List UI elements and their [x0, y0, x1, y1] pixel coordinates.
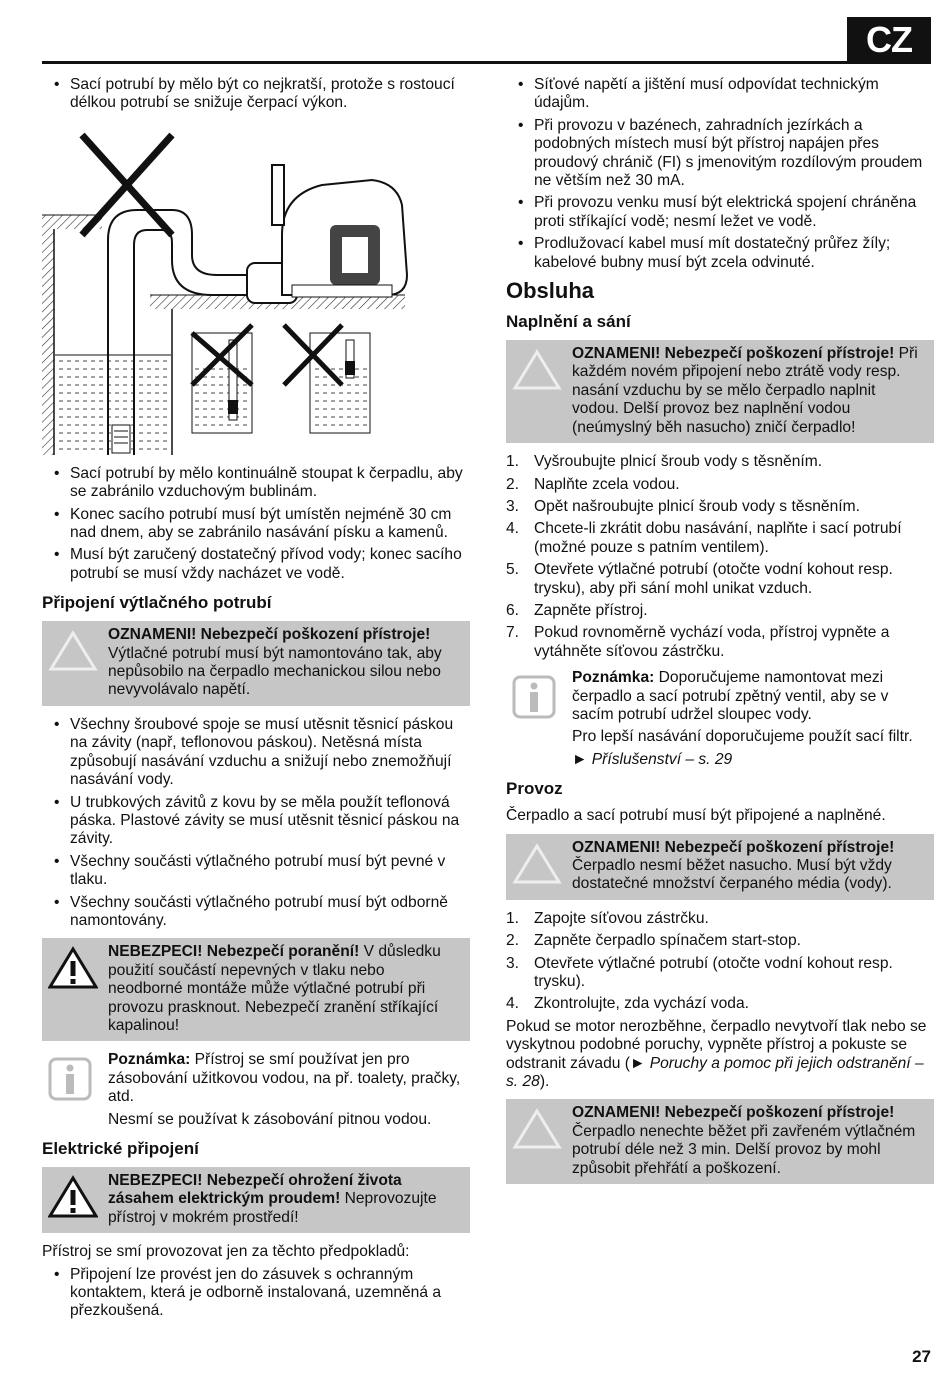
list-item: • Všechny součásti výtlačného potrubí musí být odborně namontovány. — [42, 894, 470, 931]
danger-box — [42, 1167, 470, 1233]
notice-lead: OZNAMENI! Nebezpečí poškození přístroje! — [572, 838, 895, 856]
step-item — [506, 453, 934, 471]
step-number: 1. — [506, 909, 520, 927]
notice-lead: OZNAMENI! Nebezpečí poškození přístroje! — [572, 345, 895, 363]
note-text-2: Nesmí se používat k zásobování pitnou vodou. — [108, 1110, 432, 1128]
step-text: Zapojte síťovou zástrčku. — [534, 909, 709, 927]
step-item — [506, 476, 934, 494]
warning-triangle-icon — [48, 629, 98, 673]
list-item: • Při provozu v bazénech, zahradních jezírkách a podobných místech musí být přístroj napájen přes proudový chránič (FI) s jmenovitým rozdílovým proudem ne větším než 30 mA. — [506, 117, 934, 191]
page-number: 27 — [912, 1347, 931, 1366]
notice-text: Čerpadlo nesmí běžet nasucho. Musí být vždy dostatečné množství čerpaného média (vody). — [572, 857, 892, 893]
notice-text: Čerpadlo nenechte běžet při zavřeném výtlačném potrubí déle než 3 min. Delší provoz by mohl způsobit přehřátí a poškození. — [572, 1122, 916, 1177]
step-number: 4. — [506, 520, 520, 538]
chapter-title: Obsluha — [506, 278, 595, 304]
danger-text: V důsledku použití součástí nepevných v tlaku nebo neodborné montáže může výtlačné potrubí při provozu prasknout. Nebezpečí zranění stříkající kapalinou! — [108, 943, 441, 1034]
step-number: 5. — [506, 561, 520, 579]
cross-reference-link[interactable]: ► Poruchy a pomoc při jejich odstranění – s. 28 — [506, 1054, 924, 1091]
step-number: 3. — [506, 497, 520, 515]
warning-triangle-icon — [512, 348, 562, 392]
note-box — [506, 669, 934, 769]
list-item: • Při provozu venku musí být elektrická spojení chráněna proti stříkající vodě; nesmí ležet ve vodě. — [506, 194, 934, 231]
paragraph-text-end: ). — [539, 1073, 550, 1091]
note-text-2: Pro lepší nasávání doporučujeme použít sací filtr. — [572, 728, 913, 746]
danger-text: Neprovozujte přístroj v mokrém prostředí! — [108, 1190, 437, 1226]
list-item: • Sací potrubí by mělo kontinuálně stoupat k čerpadlu, aby se zabránilo vzduchovým bublinám. — [42, 465, 470, 502]
step-item — [506, 561, 934, 598]
paragraph: Přístroj se smí provozovat jen za těchto předpokladů: — [42, 1243, 410, 1261]
step-item — [506, 995, 934, 1013]
step-number: 7. — [506, 624, 520, 642]
info-icon — [48, 1057, 92, 1101]
danger-lead: NEBEZPECI! Nebezpečí ohrožení života zásahem elektrickým proudem! — [108, 1172, 402, 1208]
note-text: Přístroj se smí používat jen pro zásobování užitkovou vodou, na př. toalety, pračky, atd. — [108, 1051, 461, 1106]
suction-pipe-figure — [42, 125, 470, 455]
step-text: Otevřete výtlačné potrubí (otočte vodní kohout resp. trysku). — [534, 954, 893, 991]
step-number: 4. — [506, 995, 520, 1013]
step-number: 3. — [506, 954, 520, 972]
step-item — [506, 910, 934, 928]
step-item — [506, 498, 934, 516]
list-item: • Připojení lze provést jen do zásuvek s ochranným kontaktem, která je odborně instalovaná, uzemněná a přezkoušená. — [42, 1266, 470, 1321]
note-box — [42, 1051, 470, 1129]
list-item: • Všechny šroubové spoje se musí utěsnit těsnicí páskou na závity (např, teflonovou páskou). Netěsná místa způsobují nasávání vzduchu a snižují nebo znemožňují nasávání vody. — [42, 716, 470, 790]
step-number: 1. — [506, 453, 520, 471]
warning-triangle-icon — [512, 1107, 562, 1151]
step-number: 2. — [506, 475, 520, 493]
warning-triangle-icon — [512, 842, 562, 886]
language-code: CZ — [866, 19, 912, 60]
notice-box — [42, 621, 470, 706]
right-column — [506, 76, 934, 1194]
step-text: Zapněte přístroj. — [534, 601, 648, 619]
step-text: Zapněte čerpadlo spínačem start-stop. — [534, 932, 801, 950]
note-text: Doporučujeme namontovat mezi čerpadlo a sací potrubí zpětný ventil, aby se v sacím potrubí udržel sloupec vody. — [572, 669, 889, 723]
paragraph: Čerpadlo a sací potrubí musí být připojené a naplněné. — [506, 807, 886, 825]
step-text: Vyšroubujte plnicí šroub vody s těsněním. — [534, 453, 823, 471]
step-item — [506, 602, 934, 620]
notice-box — [506, 340, 934, 443]
step-text: Chcete-li zkrátit dobu nasávání, naplňte i sací potrubí (možné pouze s patním ventilem). — [534, 520, 902, 556]
section-title: Připojení výtlačného potrubí — [42, 593, 272, 613]
section-title: Naplnění a sání — [506, 312, 631, 332]
cross-reference-link[interactable]: ► Příslušenství – s. 29 — [572, 750, 733, 768]
notice-lead: OZNAMENI! Nebezpečí poškození přístroje! — [572, 1104, 895, 1122]
notice-text: Při každém novém připojení nebo ztrátě vody resp. nasání vzduchu by se mělo čerpadlo naplnit vodou. Delší provoz bez naplnění vodou (neúmyslný běh nasucho) zničí čerpadlo! — [572, 345, 918, 436]
step-text: Zkontrolujte, zda vychází voda. — [534, 995, 749, 1013]
notice-text: Výtlačné potrubí musí být namontováno tak, aby nepůsobilo na čerpadlo mechanickou silou nebo nevyvolávalo napětí. — [108, 644, 442, 699]
step-text: Pokud rovnoměrně vychází voda, přístroj vypněte a vytáhněte síťovou zástrčku. — [534, 624, 890, 660]
list-item: • Konec sacího potrubí musí být umístěn nejméně 30 cm nad dnem, aby se zabránilo nasávání písku a kamenů. — [42, 506, 470, 543]
danger-box — [42, 938, 470, 1041]
list-item: • Sací potrubí by mělo být co nejkratší, protože s rostoucí délkou potrubí se snižuje čerpací výkon. — [42, 76, 470, 113]
notice-box — [506, 834, 934, 900]
danger-lead: NEBEZPECI! Nebezpečí poranění! — [108, 943, 360, 961]
step-text: Opět našroubujte plnicí šroub vody s těsněním. — [534, 497, 860, 515]
note-lead: Poznámka: — [108, 1051, 191, 1069]
info-icon — [512, 675, 556, 719]
section-title: Provoz — [506, 779, 563, 799]
header-rule — [42, 61, 931, 64]
notice-box — [506, 1099, 934, 1184]
list-item: • U trubkových závitů z kovu by se měla použít teflonová páska. Plastové závity se musí utěsnit těsnicí páskou na závity. — [42, 794, 470, 849]
note-lead: Poznámka: — [572, 669, 655, 687]
list-item: • Prodlužovací kabel musí mít dostatečný průřez žíly; kabelové bubny musí být zcela odvinuté. — [506, 235, 934, 272]
danger-exclamation-icon — [48, 946, 98, 990]
pump-installation-illustration — [42, 125, 470, 455]
step-number: 6. — [506, 601, 520, 619]
danger-exclamation-icon — [48, 1175, 98, 1219]
paragraph-text: Pokud se motor nerozběhne, čerpadlo nevytvoří tlak nebo se vyskytnou podobné poruchy, vypněte přístroj a pokuste se odstranit závadu ( — [506, 1017, 927, 1072]
step-text: Otevřete výtlačné potrubí (otočte vodní kohout resp. trysku), aby při sání mohl unikat vzduch. — [534, 561, 893, 597]
list-item: • Síťové napětí a jištění musí odpovídat technickým údajům. — [506, 76, 934, 113]
step-item — [506, 624, 934, 661]
step-item — [506, 955, 934, 992]
notice-lead: OZNAMENI! Nebezpečí poškození přístroje! — [108, 626, 431, 644]
list-item: • Všechny součásti výtlačného potrubí musí být pevné v tlaku. — [42, 853, 470, 890]
list-item: • Musí být zaručený dostatečný přívod vody; konec sacího potrubí se musí vždy nacházet ve vodě. — [42, 546, 470, 583]
section-title: Elektrické připojení — [42, 1139, 199, 1158]
step-item — [506, 932, 934, 950]
step-number: 2. — [506, 932, 520, 950]
left-column — [42, 76, 470, 1325]
paragraph — [506, 1018, 934, 1092]
language-tab — [847, 17, 931, 63]
step-item — [506, 520, 934, 557]
step-text: Naplňte zcela vodou. — [534, 475, 680, 493]
